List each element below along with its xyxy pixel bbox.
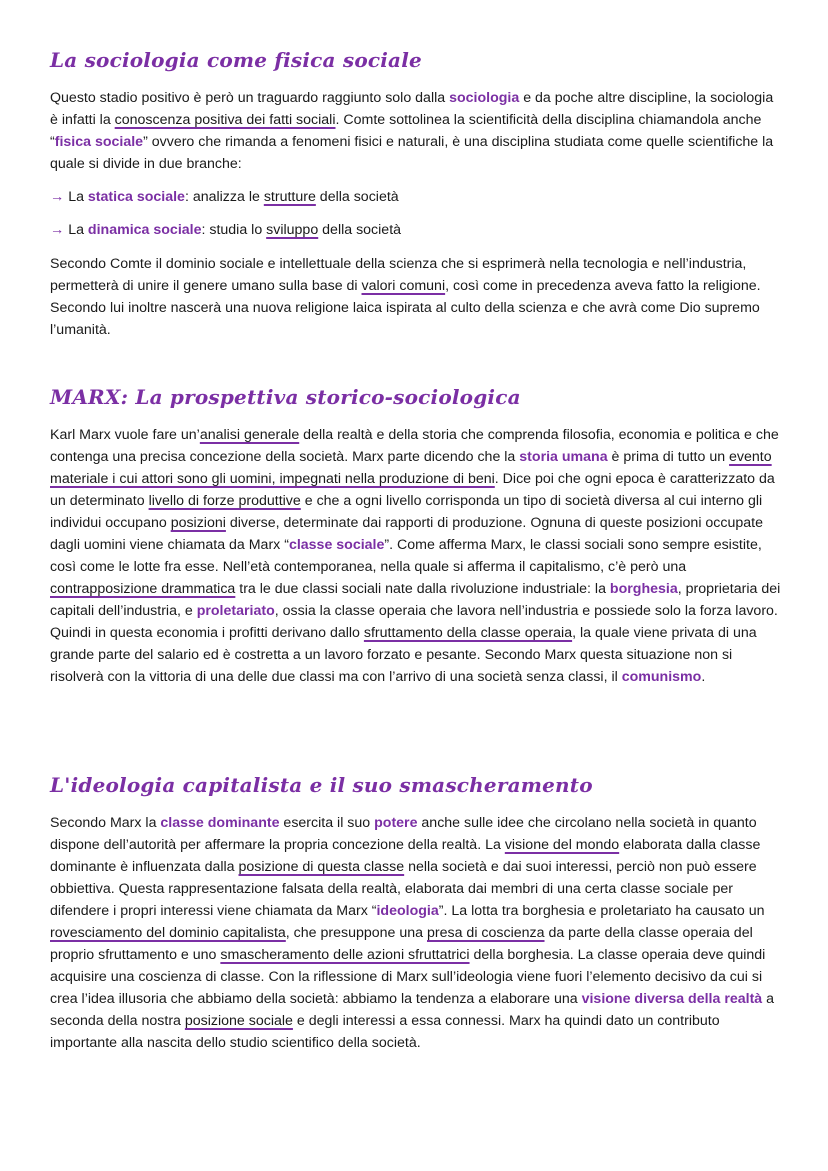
paragraph-ideologia: Secondo Marx la classe dominante esercita il suo potere anche sulle idee che circolano nella società in quanto dispone dell’autorità per affermare la propria concezione della realtà. La visione del mondo elaborata dalla classe dominante è influenzata dalla posizione di questa classe nella società e dai suoi interessi, perciò non può essere obbiettiva. Questa rappresentazione falsata della realtà, elaborata dai membri di una certa classe sociale per difendere i propri interessi viene chiamata da Marx “ideologia”. La lotta tra borghesia e proletariato ha causato un rovesciamento del dominio capitalista, che presuppone una presa di coscienza da parte della classe operaia del proprio sfruttamento e uno smascheramento delle azioni sfruttatrici della borghesia. La classe operaia deve quindi acquisire una coscienza di classe. Con la riflessione di Marx sull’ideologia viene fuori l’elemento decisivo da cui si crea l’idea illusoria che abbiamo della società: abbiamo la tendenza a elaborare una visione diversa della realtà a seconda della nostra posizione sociale e degli interessi a essa connessi. Marx ha quindi dato un contributo importante alla nascita dello studio scientifico della società. — [50, 815, 775, 1051]
highlight-term: fisica sociale — [54, 134, 144, 150]
highlight-term: storia umana — [519, 449, 608, 465]
underlined-phrase: contrapposizione drammatica — [50, 581, 236, 597]
section-title-marx: MARX: La prospettiva storico-sociologica — [50, 385, 521, 409]
arrow-right-icon: → — [50, 189, 65, 205]
bullet-statica-sociale: → La statica sociale: analizza le strutture della società — [50, 189, 399, 205]
highlight-term: statica sociale — [87, 189, 185, 205]
paragraph-comte: Secondo Comte il dominio sociale e intellettuale della scienza che si esprimerà nella tecnologia e nell’industria, permetterà di unire il genere umano sulla base di valori comuni, così come in precedenza aveva fatto la religione. Secondo lui inoltre nascerà una nuova religione laica ispirata al culto della scienza e che avrà come Dio supremo l’umanità. — [50, 256, 761, 338]
section-title-ideologia: L'ideologia capitalista e il suo smascheramento — [50, 773, 593, 797]
underlined-phrase: posizioni — [170, 515, 226, 531]
highlight-term: borghesia — [609, 581, 678, 597]
highlight-term: potere — [374, 815, 418, 831]
highlight-term: classe sociale — [288, 537, 385, 553]
paragraph-sociologia: Questo stadio positivo è però un traguardo raggiunto solo dalla sociologia e da poche altre discipline, la sociologia è infatti la conoscenza positiva dei fatti sociali. Comte sottolinea la scientificità della disciplina chiamandola anche “fisica sociale” ovvero che rimanda a fenomeni fisici e naturali, è una disciplina studiata come quelle scientifiche la quale si divide in due branche: — [50, 90, 774, 172]
highlight-term: ideologia — [376, 903, 439, 919]
highlight-term: visione diversa della realtà — [581, 991, 763, 1007]
underlined-phrase: rovesciamento del dominio capitalista — [50, 925, 286, 941]
highlight-term: comunismo — [621, 669, 702, 685]
underlined-phrase: conoscenza positiva dei fatti sociali — [114, 112, 336, 128]
underlined-phrase: analisi generale — [199, 427, 300, 443]
underlined-phrase: strutture — [263, 189, 316, 205]
highlight-term: dinamica sociale — [87, 222, 202, 238]
underlined-phrase: visione del mondo — [504, 837, 620, 853]
underlined-phrase: sviluppo — [266, 222, 319, 238]
underlined-phrase: presa di coscienza — [427, 925, 545, 941]
underlined-phrase: livello di forze produttive — [148, 493, 301, 509]
underlined-phrase: smascheramento delle azioni sfruttatrici — [220, 947, 470, 963]
underlined-phrase: valori comuni — [361, 278, 446, 294]
highlight-term: proletariato — [196, 603, 275, 619]
bullet-dinamica-sociale: → La dinamica sociale: studia lo sviluppo della società — [50, 222, 402, 238]
underlined-phrase: sfruttamento della classe operaia — [363, 625, 573, 641]
section-title-fisica-sociale: La sociologia come fisica sociale — [50, 48, 422, 72]
underlined-phrase: evento materiale i cui attori sono gli uomini, impegnati nella produzione di beni — [50, 449, 772, 487]
highlight-term: sociologia — [449, 90, 520, 106]
arrow-right-icon: → — [50, 222, 65, 238]
underlined-phrase: posizione sociale — [184, 1013, 293, 1029]
underlined-phrase: posizione di questa classe — [238, 859, 405, 875]
highlight-term: classe dominante — [160, 815, 280, 831]
paragraph-marx: Karl Marx vuole fare un’analisi generale della realtà e della storia che comprenda filosofia, economia e politica e che contenga una precisa concezione della società. Marx parte dicendo che la storia umana è prima di tutto un evento materiale i cui attori sono gli uomini, impegnati nella produzione di beni. Dice poi che ogni epoca è caratterizzato da un determinato livello di forze produttive e che a ogni livello corrisponda un tipo di società diversa al cui interno gli individui occupano posizioni diverse, determinate dai rapporti di produzione. Ognuna di queste posizioni occupate dagli uomini viene chiamata da Marx “classe sociale”. Come afferma Marx, le classi sociali sono sempre esistite, così come le lotte fra esse. Nell’età contemporanea, nella quale si afferma il capitalismo, c’è però una contrapposizione drammatica tra le due classi sociali nate dalla rivoluzione industriale: la borghesia, proprietaria dei capitali dell’industria, e proletariato, ossia la classe operaia che lavora nell’industria e possiede solo la forza lavoro. Quindi in questa economia i profitti derivano dallo sfruttamento della classe operaia, la quale viene privata di una grande parte del salario ed è costretta a un lavoro forzato e pesante. Secondo Marx questa situazione non si risolverà con la vittoria di una delle due classi ma con l’arrivo di una società senza classi, il comunismo. — [50, 427, 781, 685]
